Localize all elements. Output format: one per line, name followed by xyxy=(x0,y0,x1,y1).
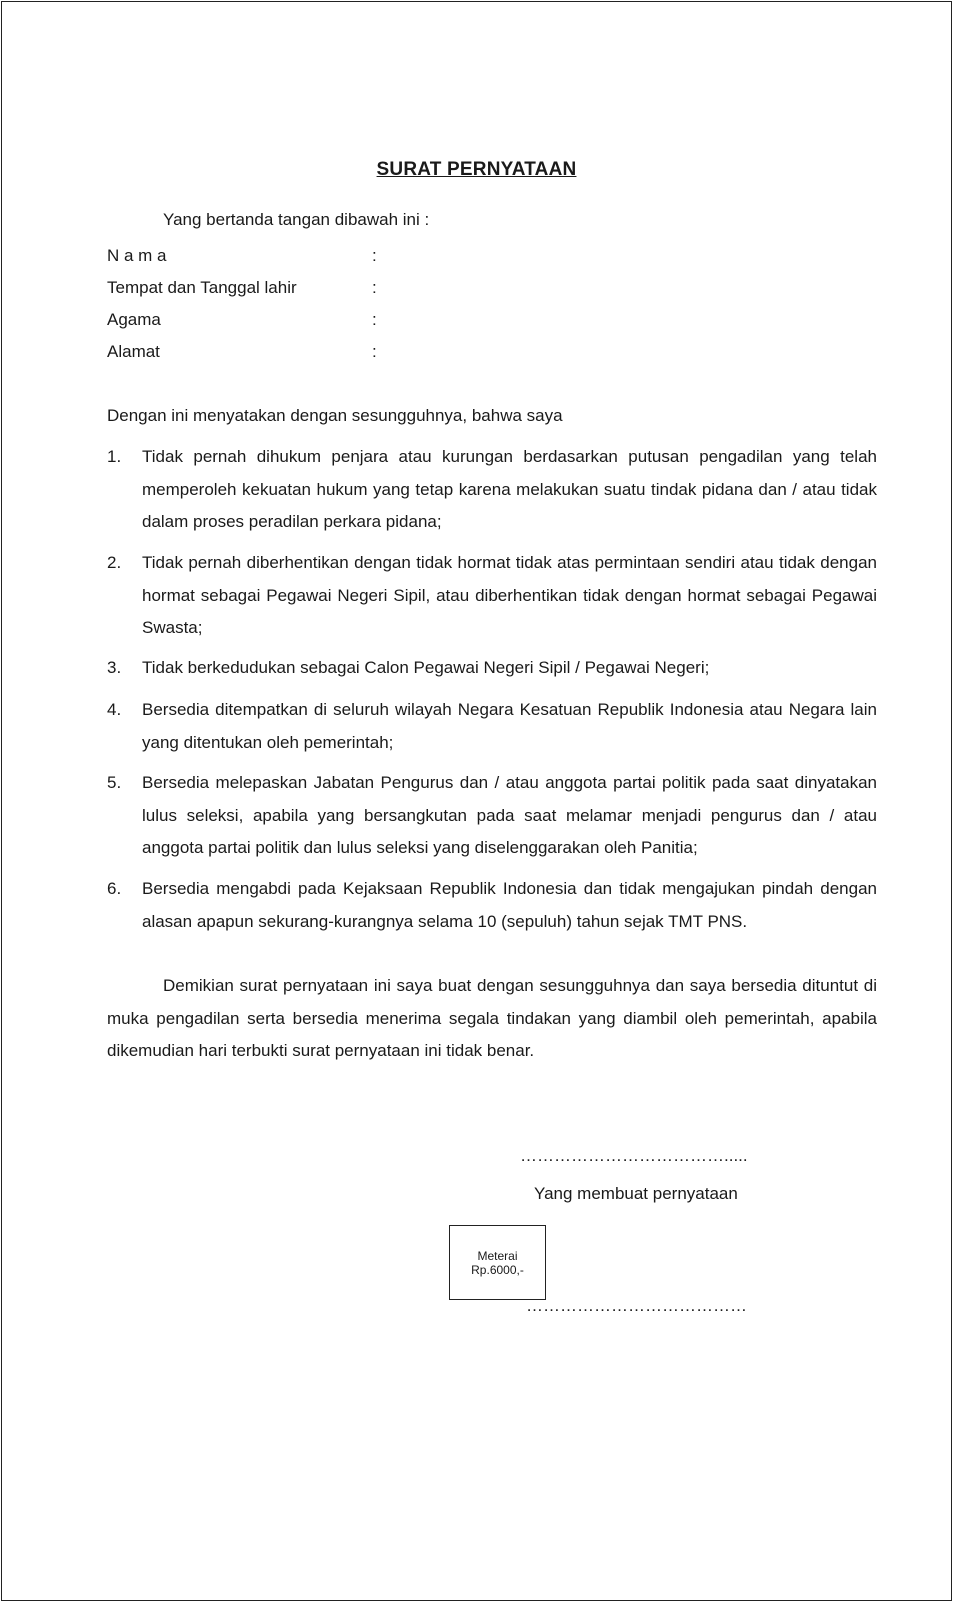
statement-text: Bersedia melepaskan Jabatan Pengurus dan / atau anggota partai politik pada saat dinyatakan lulus seleksi, apabila yang bersangkutan pada saat melamar menjadi pengurus dan / atau anggota partai politik dan lulus seleksi yang diselenggarakan oleh Panitia; xyxy=(142,773,877,857)
statement-text: Tidak pernah diberhentikan dengan tidak hormat tidak atas permintaan sendiri atau tidak dengan hormat sebagai Pegawai Negeri Sipil, atau diberhentikan tidak dengan hormat sebagai Pegawai Swasta; xyxy=(142,553,877,637)
date-placeholder: ………………………………..... xyxy=(520,1146,748,1165)
statement-number: 1. xyxy=(107,447,122,466)
identity-label: N a m a xyxy=(107,246,167,265)
stamp-value: Rp.6000,- xyxy=(471,1262,524,1277)
stamp-label: Meterai xyxy=(477,1248,518,1263)
statement-number: 3. xyxy=(107,658,122,677)
declaration-lead: Dengan ini menyatakan dengan sesungguhnya, bahwa saya xyxy=(107,406,563,425)
document-title: SURAT PERNYATAAN xyxy=(376,159,577,180)
identity-colon: : xyxy=(372,246,377,265)
intro-text: Yang bertanda tangan dibawah ini : xyxy=(163,210,430,229)
statement-text: Tidak berkedudukan sebagai Calon Pegawai Negeri Sipil / Pegawai Negeri; xyxy=(142,658,710,677)
signature-name-placeholder: ………………………………… xyxy=(526,1296,747,1315)
identity-colon: : xyxy=(372,278,377,297)
statement-text: Bersedia ditempatkan di seluruh wilayah Negara Kesatuan Republik Indonesia atau Negara lain yang ditentukan oleh pemerintah; xyxy=(142,700,877,752)
signer-label: Yang membuat pernyataan xyxy=(534,1184,738,1203)
identity-colon: : xyxy=(372,310,377,329)
identity-colon: : xyxy=(372,342,377,361)
stamp-box xyxy=(449,1225,546,1300)
statement-text: Tidak pernah dihukum penjara atau kurungan berdasarkan putusan pengadilan yang telah memperoleh kekuatan hukum yang tetap karena melakukan suatu tindak pidana dan / atau tidak dalam proses peradilan perkara pidana; xyxy=(142,447,877,531)
identity-label: Alamat xyxy=(107,342,160,361)
identity-label: Agama xyxy=(107,310,161,329)
statement-text: Bersedia mengabdi pada Kejaksaan Republik Indonesia dan tidak mengajukan pindah dengan alasan apapun sekurang-kurangnya selama 10 (sepuluh) tahun sejak TMT PNS. xyxy=(142,879,877,931)
statement-number: 2. xyxy=(107,553,122,572)
identity-label: Tempat dan Tanggal lahir xyxy=(107,278,297,297)
statement-number: 4. xyxy=(107,700,122,719)
statement-number: 6. xyxy=(107,879,122,898)
closing-paragraph: Demikian surat pernyataan ini saya buat dengan sesungguhnya dan saya bersedia dituntut di muka pengadilan serta bersedia menerima segala tindakan yang diambil oleh pemerintah, apabila dikemudian hari terbukti surat pernyataan ini tidak benar. xyxy=(107,976,877,1060)
statement-number: 5. xyxy=(107,773,122,792)
